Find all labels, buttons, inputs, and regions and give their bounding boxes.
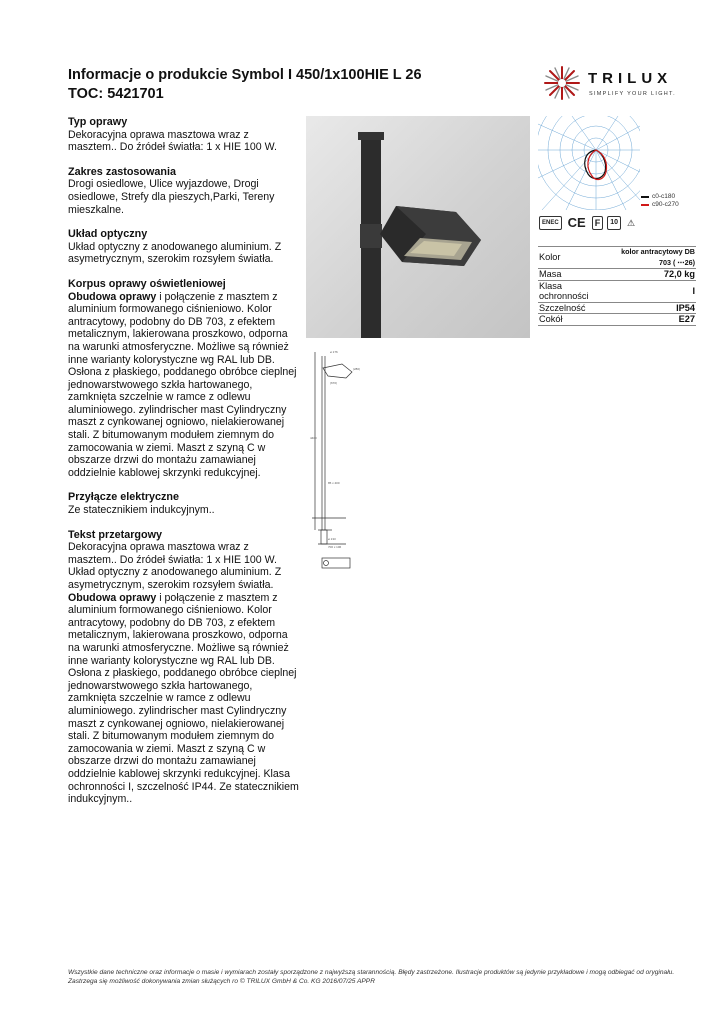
spec-label: Kolor: [538, 247, 606, 269]
polar-light-distribution: [538, 116, 640, 210]
lamp-post-image: [306, 116, 530, 338]
page-title: [68, 66, 508, 104]
spec-row-cokol: [538, 314, 696, 326]
f-mark-icon: F: [592, 216, 604, 230]
section-uklad-optyczny: [68, 228, 300, 266]
ce-mark-icon: CE: [567, 215, 586, 230]
section-body: [68, 291, 300, 480]
spec-row-klasa: [538, 280, 696, 302]
section-body: Dekoracyjna oprawa masztowa wraz z masztem.. Do źródeł światła: 1 x HIE 100 W.: [68, 128, 278, 154]
logo-tagline: SIMPLIFY YOUR LIGHT.: [589, 91, 676, 97]
spec-label: Masa: [538, 269, 606, 281]
title-product: Informacje o produkcie Symbol I 450/1x100HIE L 26: [68, 67, 422, 83]
legend-label: c0-c180: [652, 193, 676, 200]
spec-value: kolor antracytowy DB 703 ( ⋯26): [606, 247, 696, 269]
section-body: [68, 592, 300, 806]
section-title: Przyłącze elektryczne: [68, 491, 180, 504]
section-body: Ze statecznikiem indukcyjnym..: [68, 504, 215, 517]
certification-marks: [539, 214, 659, 232]
section-title: Typ oprawy: [68, 116, 128, 128]
ten-mark-icon: 10: [607, 216, 621, 230]
spec-row-kolor: [538, 247, 696, 269]
bold-lead: Obudowa oprawy: [68, 290, 157, 303]
spec-value: E27: [606, 314, 696, 326]
spec-row-szczelnosc: [538, 302, 696, 314]
section-body-text: i połączenie z masztem z aluminium formowanego ciśnieniowo. Kolor antracytowy, podobny do DB 703, z efektem metalicznym, lakierowana proszkowo, odporna na warunki atmosferyczne. Możliwe są również inne warianty kolorystyczne wg RAL lub DB. Osłona z płaskiego, poddanego obróbce cieplnej jednowarstwowego szkła hartowanego, zamknięta szczelnie w ramce z odlewu aluminiowego. zylindrischer mast Cylindryczny maszt z cynkowanej ogniowo, nielakierowanej stali. Z bitumowanym modułem ziemnym do zamocowania w ziemi. Maszt z szyną C w obszarze drzwi do montażu zamawianej oddzielnie kablowej skrzynki redukcyjnej. Klasa ochronności I, szczelność IP44. Ze statecznikiem indukcyjnym..: [68, 591, 299, 806]
spec-value: 72,0 kg: [606, 269, 696, 281]
section-title: Zakres zastosowania: [68, 165, 177, 178]
section-title: Układ optyczny: [68, 228, 148, 241]
section-zakres-zastosowania: [68, 166, 300, 216]
spec-value: IP54: [606, 302, 696, 314]
svg-text:85 x 400: 85 x 400: [328, 481, 340, 485]
spec-label: Szczelność: [538, 302, 606, 314]
dimension-drawing: [306, 344, 366, 574]
section-title: Korpus oprawy oświetleniowej: [68, 277, 226, 290]
trilux-logo: [540, 64, 700, 104]
svg-text:ø 176: ø 176: [330, 350, 338, 354]
legend-item-c90-c270: [641, 201, 679, 209]
enec-mark-icon: ENEC: [539, 216, 562, 230]
pole-dimension-drawing: [306, 344, 366, 574]
spec-row-masa: [538, 269, 696, 281]
polar-legend: [641, 193, 679, 209]
spec-label: Cokół: [538, 314, 606, 326]
svg-text:ø 133: ø 133: [328, 537, 336, 541]
section-body: Drogi osiedlowe, Ulice wyjazdowe, Drogi osiedlowe, Strefy dla pieszych,Parki, Tereny mieszkalne.: [68, 178, 275, 216]
logo-wordmark: TRILUX: [588, 70, 673, 87]
section-body-text: i połączenie z masztem z aluminium formowanego ciśnieniowo. Kolor antracytowy, podobny do DB 703, z efektem metalicznym, lakierowana proszkowo, odporna na warunki atmosferyczne. Możliwe są również inne warianty kolorystyczne wg RAL lub DB. Osłona z płaskiego, poddanego obróbce cieplnej jednowarstwowego szkła hartowanego, zamknięta szczelnie w ramce z odlewu aluminiowego. zylindrischer mast Cylindryczny maszt z cynkowanej ogniowo, nielakierowanej stali. Z bitumowanym modułem ziemnym do zamocowania w ziemi. Maszt z szyną C w obszarze drzwi do montażu zamawianej oddzielnie kablowej skrzynki redukcyjnej.: [68, 290, 297, 479]
section-body: Układ optyczny z anodowanego aluminium. Z asymetrycznym, szerokim rozsyłem światła.: [68, 240, 282, 266]
section-typ-oprawy: [68, 116, 300, 154]
svg-text:(280): (280): [353, 367, 361, 371]
section-title: Tekst przetargowy: [68, 528, 162, 541]
svg-text:4400: 4400: [310, 436, 317, 440]
legend-item-c0-c180: [641, 193, 679, 201]
section-korpus-oprawy: [68, 278, 300, 480]
spec-label: Klasa ochronności: [538, 280, 606, 302]
section-przylacze-elektryczne: [68, 491, 300, 516]
footer-disclaimer: Wszystkie dane techniczne oraz informacje o masie i wymiarach zostały sporządzone z najwyższą starannością. Błędy zastrzeżone. Ilustracje produktów są jedynie przykładowe i mogą odbiegać od oryginału. Zastrzega się możliwość dokonywania zmian służących ro © TRILUX GmbH & Co. KG 2016/07/25 APPR: [68, 969, 675, 985]
title-toc: TOC: 5421701: [68, 86, 164, 102]
svg-text:(670): (670): [330, 381, 338, 385]
polar-diagram: [538, 116, 640, 210]
svg-text:700 x 106: 700 x 106: [328, 545, 342, 549]
product-description: [68, 116, 300, 818]
legend-swatch: [641, 196, 649, 198]
logo-emblem-icon: [540, 64, 584, 102]
legend-label: c90-c270: [652, 201, 679, 208]
spec-table: [538, 246, 696, 326]
legend-swatch: [641, 204, 649, 206]
product-photo: [306, 116, 530, 338]
spec-value: I: [606, 280, 696, 302]
section-tekst-przetargowy: [68, 529, 300, 806]
bold-lead: Obudowa oprawy: [68, 591, 157, 604]
warning-triangle-icon: ⚠: [627, 218, 636, 228]
section-body: Dekoracyjna oprawa masztowa wraz z masztem.. Do źródeł światła: 1 x HIE 100 W. Układ optyczny z anodowanego aluminium. Z asymetrycznym, szerokim rozsyłem światła.: [68, 541, 282, 591]
